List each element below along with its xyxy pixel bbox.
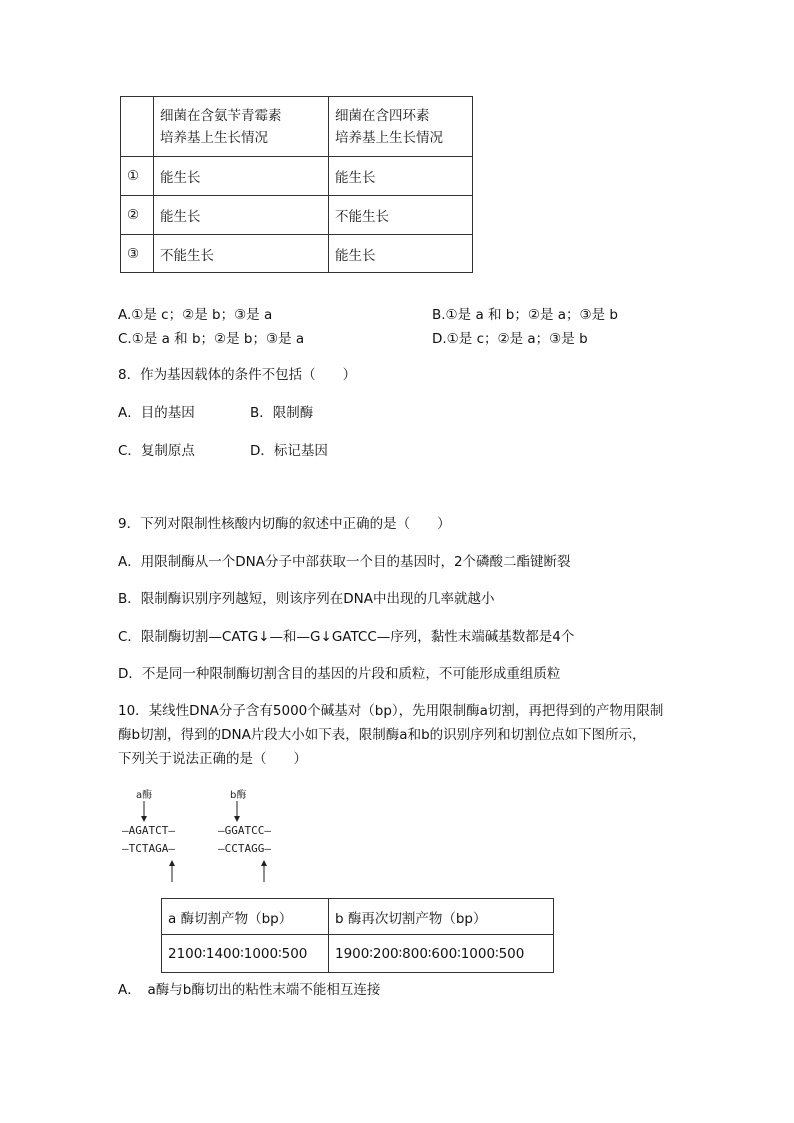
growth-table [120,96,473,273]
q10-stem-line-1: 10．某线性DNA分子含有5000个碱基对（bp），先用限制酶a切割，再把得到的产物用限制 [118,703,664,719]
q8-option-b: B．限制酶 [250,405,314,421]
digest-header-a: a 酶切割产物（bp） [162,899,329,935]
q9-option-c: C．限制酶切割—CATG↓—和—G↓GATCC—序列，黏性末端碱基数都是4个 [118,629,575,645]
q8-stem: 8．作为基因载体的条件不包括（ ） [118,367,357,383]
q10-stem-line-2: 酶b切割，得到的DNA片段大小如下表，限制酶a和b的识别序列和切割位点如下图所示， [118,727,646,743]
a-top-arrowhead-icon [141,816,147,822]
restriction-site-figure [120,786,300,886]
a-bottom-sequence: —TCTAGA— [122,842,175,855]
q8-option-c: C．复制原点 [118,443,195,459]
digest-value-a: 2100∶1400∶1000∶500 [162,935,329,973]
q9-option-b: B．限制酶识别序列越短，则该序列在DNA中出现的几率就越小 [118,591,495,607]
table-header-ampicillin: 细菌在含氨苄青霉素 培养基上生长情况 [154,97,329,157]
q8-option-d: D．标记基因 [250,443,328,459]
table-row [162,935,554,973]
q7-option-d: D.①是 c；②是 a；③是 b [432,331,588,347]
digest-header-b: b 酶再次切割产物（bp） [329,899,554,935]
b-top-sequence: —GGATCC— [218,824,271,837]
q9-option-d: D．不是同一种限制酶切割含目的基因的片段和质粒，不可能形成重组质粒 [118,666,561,682]
q10-option-a: A． a酶与b酶切出的粘性末端不能相互连接 [118,982,381,998]
tet-growth: 能生长 [329,235,473,273]
amp-growth: 不能生长 [154,235,329,273]
table-row [121,157,473,196]
digest-table [161,898,554,973]
table-row [121,235,473,273]
row-id: ③ [121,235,154,273]
q9-stem: 9．下列对限制性核酸内切酶的叙述中正确的是（ ） [118,516,451,532]
b-enzyme-label: b酶 [230,790,247,801]
a-enzyme-label: a酶 [136,790,153,801]
row-id: ① [121,157,154,196]
q7-option-c: C.①是 a 和 b；②是 b；③是 a [118,331,305,347]
q10-stem-line-3: 下列关于说法正确的是（ ） [118,751,307,767]
b-top-arrowhead-icon [234,816,240,822]
digest-value-b: 1900∶200∶800∶600∶1000∶500 [329,935,554,973]
table-header-tetracycline: 细菌在含四环素 培养基上生长情况 [329,97,473,157]
b-bottom-sequence: —CCTAGG— [218,842,271,855]
amp-growth: 能生长 [154,157,329,196]
a-bottom-arrowhead-icon [169,860,175,866]
tet-growth: 不能生长 [329,196,473,235]
b-bottom-arrowhead-icon [261,860,267,866]
q8-option-a: A．目的基因 [118,405,195,421]
q9-option-a: A．用限制酶从一个DNA分子中部获取一个目的基因时，2个磷酸二酯键断裂 [118,554,571,570]
tet-growth: 能生长 [329,157,473,196]
a-top-sequence: —AGATCT— [122,824,175,837]
q7-option-b: B.①是 a 和 b；②是 a；③是 b [432,307,619,323]
table-row [121,196,473,235]
row-id: ② [121,196,154,235]
amp-growth: 能生长 [154,196,329,235]
q7-option-a: A.①是 c；②是 b；③是 a [118,307,273,323]
table-header-empty [121,97,154,157]
